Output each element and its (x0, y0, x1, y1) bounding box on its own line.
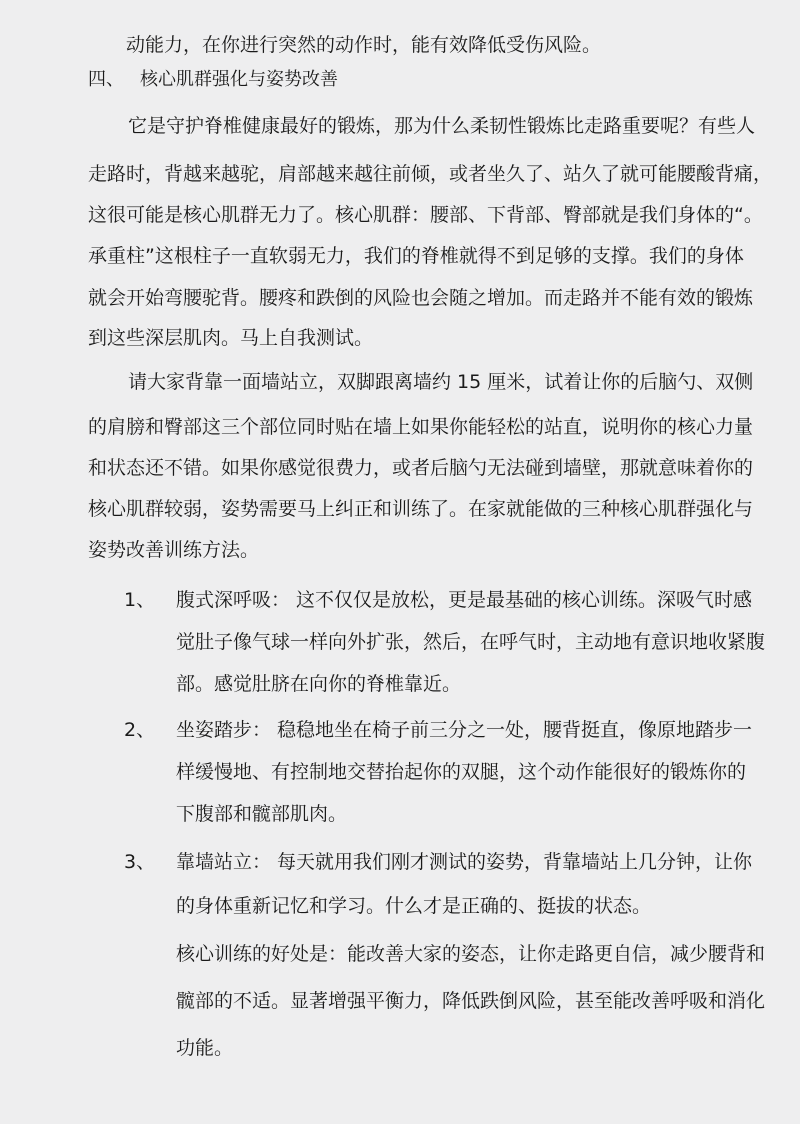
section-title: 核心肌群强化与姿势改善 (140, 69, 338, 90)
method-line: 样缓慢地、有控制地交替抬起你的双腿，这个动作能很好的锻炼你的 (176, 761, 747, 783)
conclusion-line: 髋部的不适。显著增强平衡力，降低跌倒风险，甚至能改善呼吸和消化 (176, 990, 766, 1012)
method-line: 下腹部和髋部肌肉。 (176, 803, 348, 825)
method-number: 1、 (124, 589, 156, 611)
paragraph-line: 核心肌群较弱，姿势需要马上纠正和训练了。在家就能做的三种核心肌群强化与 (88, 498, 754, 520)
paragraph-line: 请大家背靠一面墙站立，双脚跟离墙约 15 厘米，试着让你的后脑勺、双侧 (128, 371, 754, 393)
paragraph-line: 的肩膀和臀部这三个部位同时贴在墙上如果你能轻松的站直，说明你的核心力量 (88, 416, 754, 438)
method-line: 靠墙站立： 每天就用我们刚才测试的姿势，背靠墙站上几分钟，让你 (176, 851, 753, 873)
paragraph-line: 这很可能是核心肌群无力了。核心肌群：腰部、下背部、臀部就是我们身体的“。 (88, 204, 763, 226)
paragraph-line: 就会开始弯腰驼背。腰疼和跌倒的风险也会随之增加。而走路并不能有效的锻炼 (88, 287, 754, 309)
paragraph-line: 它是守护脊椎健康最好的锻炼，那为什么柔韧性锻炼比走路重要呢？有些人 (128, 115, 756, 137)
method-line: 的身体重新记忆和学习。什么才是正确的、挺拔的状态。 (176, 895, 652, 917)
paragraph-line: 走路时，背越来越驼，肩部越来越往前倾，或者坐久了、站久了就可能腰酸背痛， (88, 163, 773, 185)
conclusion-line: 功能。 (176, 1037, 234, 1059)
method-line: 觉肚子像气球一样向外扩张，然后，在呼气时，主动地有意识地收紧腹 (176, 631, 766, 653)
intro-line: 动能力，在你进行突然的动作时，能有效降低受伤风险。 (126, 34, 602, 56)
method-line: 坐姿踏步： 稳稳地坐在椅子前三分之一处，腰背挺直，像原地踏步一 (176, 719, 753, 741)
paragraph-line: 和状态还不错。如果你感觉很费力，或者后脑勺无法碰到墙壁，那就意味着你的 (88, 457, 754, 479)
paragraph-line: 承重柱”这根柱子一直软弱无力，我们的脊椎就得不到足够的支撑。我们的身体 (88, 245, 744, 267)
conclusion-line: 核心训练的好处是：能改善大家的姿态，让你走路更自信，减少腰背和 (176, 943, 766, 965)
method-line: 腹式深呼吸： 这不仅仅是放松，更是最基础的核心训练。深吸气时感 (176, 589, 753, 611)
section-number: 四、 (88, 69, 124, 90)
paragraph-line: 到这些深层肌肉。马上自我测试。 (88, 327, 374, 349)
paragraph-line: 姿势改善训练方法。 (88, 539, 260, 561)
method-number: 3、 (124, 851, 156, 873)
method-number: 2、 (124, 719, 156, 741)
method-line: 部。感觉肚脐在向你的脊椎靠近。 (176, 673, 462, 695)
